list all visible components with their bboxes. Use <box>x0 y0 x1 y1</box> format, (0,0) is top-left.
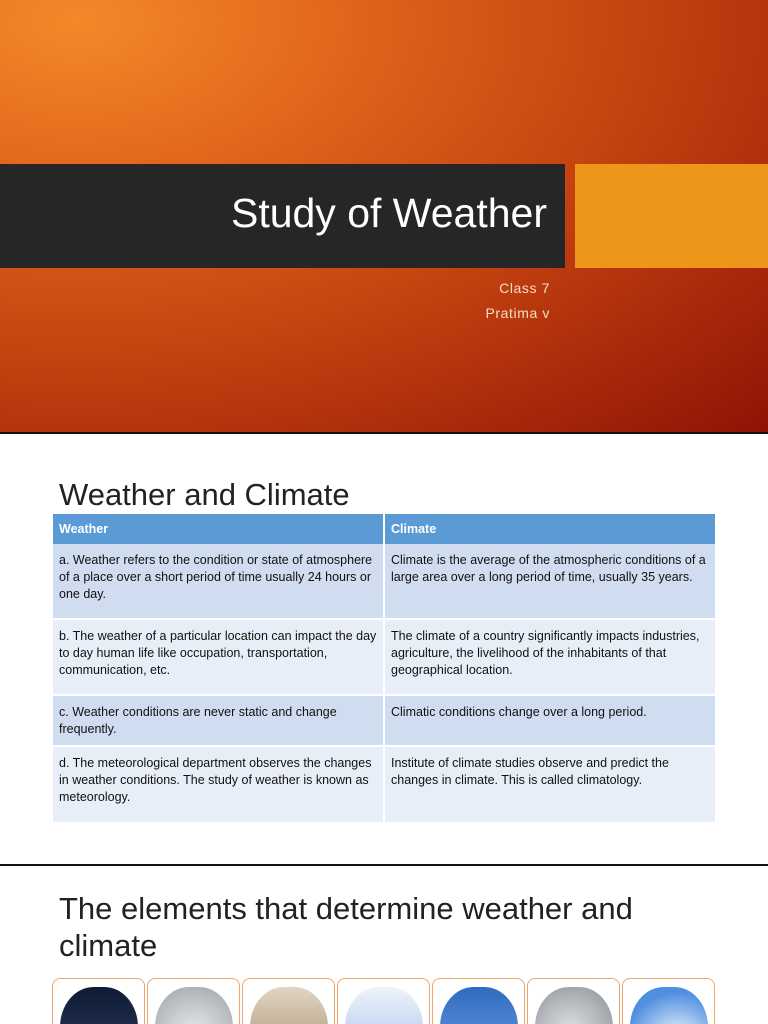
presentation-title: Study of Weather <box>230 190 547 236</box>
header-weather: Weather <box>53 514 384 544</box>
thumbnail <box>147 978 240 1024</box>
title-band <box>0 164 565 268</box>
wind-vane-icon <box>440 987 518 1024</box>
accent-block <box>575 164 768 268</box>
slide-title: Weather and Climate <box>59 477 350 512</box>
subtitle-class: Class 7 <box>499 280 550 296</box>
table-row <box>53 619 715 695</box>
clouds-icon <box>535 987 613 1024</box>
thumbnail <box>527 978 620 1024</box>
climate-cell: The climate of a country significantly impacts industries, agriculture, the livelihood of the inhabitants of that geographical location. <box>384 619 715 695</box>
element-thumbnails <box>52 978 718 1024</box>
thermometer-icon <box>60 987 138 1024</box>
climate-cell: Climatic conditions change over a long period. <box>384 695 715 746</box>
hygrometer-icon <box>250 987 328 1024</box>
table-row <box>53 695 715 746</box>
table-row <box>53 746 715 822</box>
title-slide <box>0 0 768 432</box>
comparison-table <box>53 514 715 822</box>
table-header-row <box>53 514 715 544</box>
slide-title: The elements that determine weather and climate <box>59 891 633 963</box>
thumbnail <box>432 978 525 1024</box>
sunlight-icon <box>630 987 708 1024</box>
slide-divider <box>0 432 768 434</box>
weather-cell: a. Weather refers to the condition or state of atmosphere of a place over a short period of time usually 24 hours or one day. <box>53 544 384 619</box>
barometer-icon <box>155 987 233 1024</box>
thumbnail <box>622 978 715 1024</box>
thumbnail <box>337 978 430 1024</box>
weather-cell: d. The meteorological department observes the changes in weather conditions. The study of weather is known as meteorology. <box>53 746 384 822</box>
precipitation-icon <box>345 987 423 1024</box>
thumbnail <box>52 978 145 1024</box>
table-row <box>53 544 715 619</box>
weather-cell: b. The weather of a particular location can impact the day to day human life like occupation, transportation, communication, etc. <box>53 619 384 695</box>
weather-cell: c. Weather conditions are never static and change frequently. <box>53 695 384 746</box>
climate-cell: Climate is the average of the atmospheric conditions of a large area over a long period of time, usually 35 years. <box>384 544 715 619</box>
climate-cell: Institute of climate studies observe and predict the changes in climate. This is called climatology. <box>384 746 715 822</box>
subtitle-author: Pratima v <box>485 305 550 321</box>
slide-divider <box>0 864 768 866</box>
thumbnail <box>242 978 335 1024</box>
header-climate: Climate <box>384 514 715 544</box>
